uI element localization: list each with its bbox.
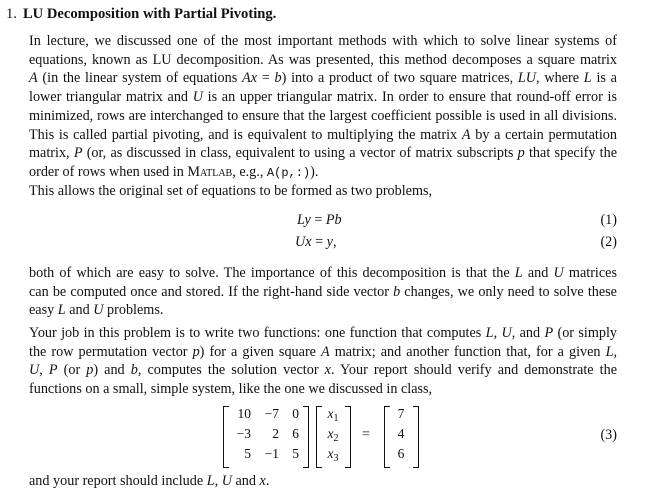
matrix-a-cell: −1 xyxy=(264,446,279,461)
code-snippet: A(p,:) xyxy=(266,165,311,180)
text-line: equations, known as LU decomposition. As was presented, this method decomposes a square matrix xyxy=(29,51,617,68)
text-line: the row permutation vector p) for a given square A matrix; and another function that, for a given L, xyxy=(29,343,617,360)
matrix-a-cell: 0 xyxy=(292,406,299,421)
right-bracket xyxy=(303,406,309,468)
text-line: Your job in this problem is to write two functions: one function that computes L, U, and P (or simply xyxy=(29,325,617,341)
vector-b-entry: 4 xyxy=(397,426,405,441)
problem-title: LU Decomposition with Partial Pivoting. xyxy=(22,6,277,22)
matlab-name: Matlab xyxy=(187,163,233,180)
matrix-a-cell: 10 xyxy=(237,406,251,421)
importance-paragraph xyxy=(29,264,617,320)
text-line: matrix, P (or, as discussed in class, equivalent to using a vector of matrix subscripts p that specify the xyxy=(29,145,618,162)
equation-1: Ly = Pb xyxy=(297,212,342,228)
text-line: both of which are easy to solve. The importance of this decomposition is that the L and U matrices xyxy=(29,265,617,281)
text-line: minimized, rows are interchanged to ensure that the largest coefficient possible is used in all divisions. xyxy=(29,107,617,124)
problem-number: 1. xyxy=(6,6,17,22)
vector-x-entry: $x_3$ xyxy=(327,446,339,464)
report-paragraph xyxy=(29,472,617,491)
text-line: U, P (or p) and b, computes the solution vector x. Your report should verify and demonstrate the xyxy=(29,362,617,379)
matrix-a-cell: 5 xyxy=(244,446,251,461)
equation-number-2: (2) xyxy=(600,234,617,250)
right-bracket xyxy=(345,406,351,468)
matrix-a-cell: 2 xyxy=(272,426,279,441)
text-line: A (in the linear system of equations Ax = b) into a product of two square matrices, LU, where L is a xyxy=(29,70,617,87)
text-line: functions on a small, simple system, like the one we discussed in class, xyxy=(29,381,433,398)
matrix-a-cell: 6 xyxy=(292,426,299,441)
left-bracket xyxy=(316,406,322,468)
text-line: easy L and U problems. xyxy=(29,302,164,319)
intro-paragraph xyxy=(29,32,617,183)
equation-number-1: (1) xyxy=(600,212,617,228)
equation-number-3: (3) xyxy=(600,427,617,443)
matrix-a-cell: −7 xyxy=(264,406,279,421)
vector-b-entry: 6 xyxy=(397,446,405,461)
text-line: order of rows when used in Matlab, e.g., A(p,:)). xyxy=(29,163,319,180)
matrix-a-cell: −3 xyxy=(236,426,251,441)
vector-b-entry: 7 xyxy=(397,406,405,421)
left-bracket xyxy=(384,406,390,468)
problem-heading xyxy=(6,6,276,23)
two-problems-paragraph xyxy=(29,182,617,201)
text-line: and your report should include L, U and x. xyxy=(29,473,270,489)
right-bracket xyxy=(413,406,419,468)
vector-x-entry: $x_1$ xyxy=(327,406,339,424)
job-paragraph xyxy=(29,324,617,399)
equation-2: Ux = y, xyxy=(295,234,337,250)
text-line: lower triangular matrix and U is an upper triangular matrix. In order to ensure that round-off error is xyxy=(29,89,617,106)
equals-sign: = xyxy=(362,427,370,442)
text-line: can be computed once and stored. If the right-hand side vector b changes, we only need to solve these xyxy=(29,283,617,300)
text-line: In lecture, we discussed one of the most important methods with which to solve linear systems of xyxy=(29,33,617,49)
vector-x-entry: $x_2$ xyxy=(327,426,339,444)
text-line: This is called partial pivoting, and is equivalent to multiplying the matrix A by a certain permutation xyxy=(29,126,617,143)
text-line: This allows the original set of equations to be formed as two problems, xyxy=(29,183,433,199)
matrix-a-cell: 5 xyxy=(292,446,299,461)
